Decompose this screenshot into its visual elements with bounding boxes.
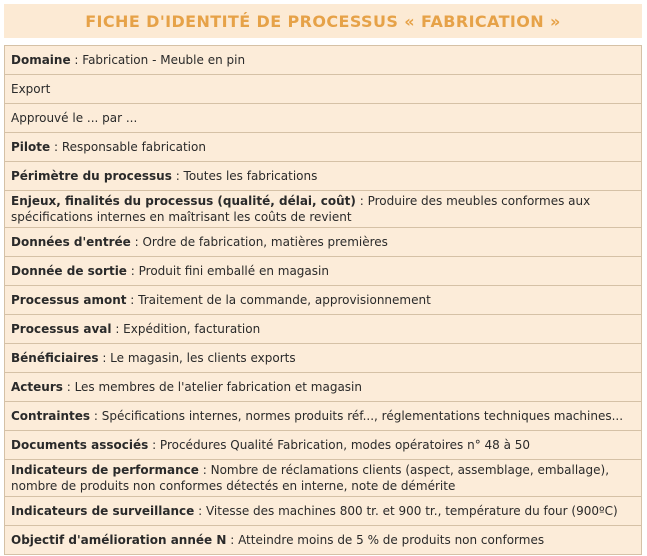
- row-value: Atteindre moins de 5 % de produits non conformes: [238, 533, 545, 547]
- row-label: Objectif d'amélioration année N: [11, 533, 227, 547]
- row-documents: Documents associés : Procédures Qualité Fabrication, modes opératoires n° 48 à 50: [5, 431, 641, 460]
- title-band: [4, 4, 642, 38]
- process-table: [4, 45, 642, 555]
- row-contraintes: Contraintes : Spécifications internes, normes produits réf..., réglementations techniques machines...: [5, 402, 641, 431]
- row-approval: [5, 104, 641, 133]
- row-enjeux: Enjeux, finalités du processus (qualité, délai, coût) : Produire des meubles conformes aux spécifications internes en maîtrisant les coûts de revient: [5, 191, 641, 228]
- row-value: Produire des meubles conformes aux spécifications internes en maîtrisant les coûts de revient: [11, 194, 591, 224]
- row-value: Vitesse des machines 800 tr. et 900 tr., température du four (900ºC): [205, 504, 618, 518]
- row-label: Contraintes: [11, 409, 91, 423]
- row-value: Ordre de fabrication, matières premières: [142, 235, 388, 249]
- row-label: Domaine: [11, 53, 71, 67]
- row-value: Le magasin, les clients exports: [110, 351, 296, 365]
- row-objectif: Objectif d'amélioration année N : Atteindre moins de 5 % de produits non conformes: [5, 526, 641, 555]
- row-beneficiaires: Bénéficiaires : Le magasin, les clients exports: [5, 344, 641, 373]
- page-title: FICHE D'IDENTITÉ DE PROCESSUS « FABRICATION »: [85, 11, 561, 31]
- row-label: Indicateurs de surveillance: [11, 504, 195, 518]
- row-label: Enjeux, finalités du processus (qualité, délai, coût): [11, 194, 356, 208]
- row-label: Documents associés: [11, 438, 149, 452]
- row-value: Procédures Qualité Fabrication, modes opératoires n° 48 à 50: [159, 438, 531, 452]
- row-label: Processus amont: [11, 293, 127, 307]
- row-donnee-sortie: Donnée de sortie : Produit fini emballé en magasin: [5, 257, 641, 286]
- row-label: Pilote: [11, 140, 51, 154]
- row-donnees-entree: Données d'entrée : Ordre de fabrication, matières premières: [5, 228, 641, 257]
- row-acteurs: Acteurs : Les membres de l'atelier fabrication et magasin: [5, 373, 641, 402]
- row-label: Donnée de sortie: [11, 264, 127, 278]
- row-domaine: Domaine : Fabrication - Meuble en pin: [5, 46, 641, 75]
- row-label: Indicateurs de performance: [11, 463, 199, 477]
- row-value: Approuvé le ... par ...: [11, 111, 138, 125]
- row-value: Traitement de la commande, approvisionnement: [138, 293, 431, 307]
- row-value: Spécifications internes, normes produits réf..., réglementations techniques machines...: [101, 409, 624, 423]
- row-label: Acteurs: [11, 380, 63, 394]
- row-value: Les membres de l'atelier fabrication et magasin: [74, 380, 362, 394]
- row-processus-aval: Processus aval : Expédition, facturation: [5, 315, 641, 344]
- row-value: Toutes les fabrications: [183, 169, 318, 183]
- row-label: Données d'entrée: [11, 235, 131, 249]
- row-value: Nombre de réclamations clients (aspect, assemblage, emballage), nombre de produits non conformes détectés en interne, note de démérite: [11, 463, 610, 493]
- row-perimetre: Périmètre du processus : Toutes les fabrications: [5, 162, 641, 191]
- row-value: Export: [11, 82, 51, 96]
- row-label: Processus aval: [11, 322, 112, 336]
- row-processus-amont: Processus amont : Traitement de la commande, approvisionnement: [5, 286, 641, 315]
- row-label: Périmètre du processus: [11, 169, 172, 183]
- row-indicateurs-performance: Indicateurs de performance : Nombre de réclamations clients (aspect, assemblage, emballage), nombre de produits non conformes détectés en interne, note de démérite: [5, 460, 641, 497]
- row-value: Produit fini emballé en magasin: [138, 264, 329, 278]
- row-value: Responsable fabrication: [61, 140, 206, 154]
- row-value: Fabrication - Meuble en pin: [82, 53, 246, 67]
- row-pilote: Pilote : Responsable fabrication: [5, 133, 641, 162]
- row-label: Bénéficiaires: [11, 351, 99, 365]
- row-export: [5, 75, 641, 104]
- row-indicateurs-surveillance: Indicateurs de surveillance : Vitesse des machines 800 tr. et 900 tr., température du four (900ºC): [5, 497, 641, 526]
- row-value: Expédition, facturation: [123, 322, 261, 336]
